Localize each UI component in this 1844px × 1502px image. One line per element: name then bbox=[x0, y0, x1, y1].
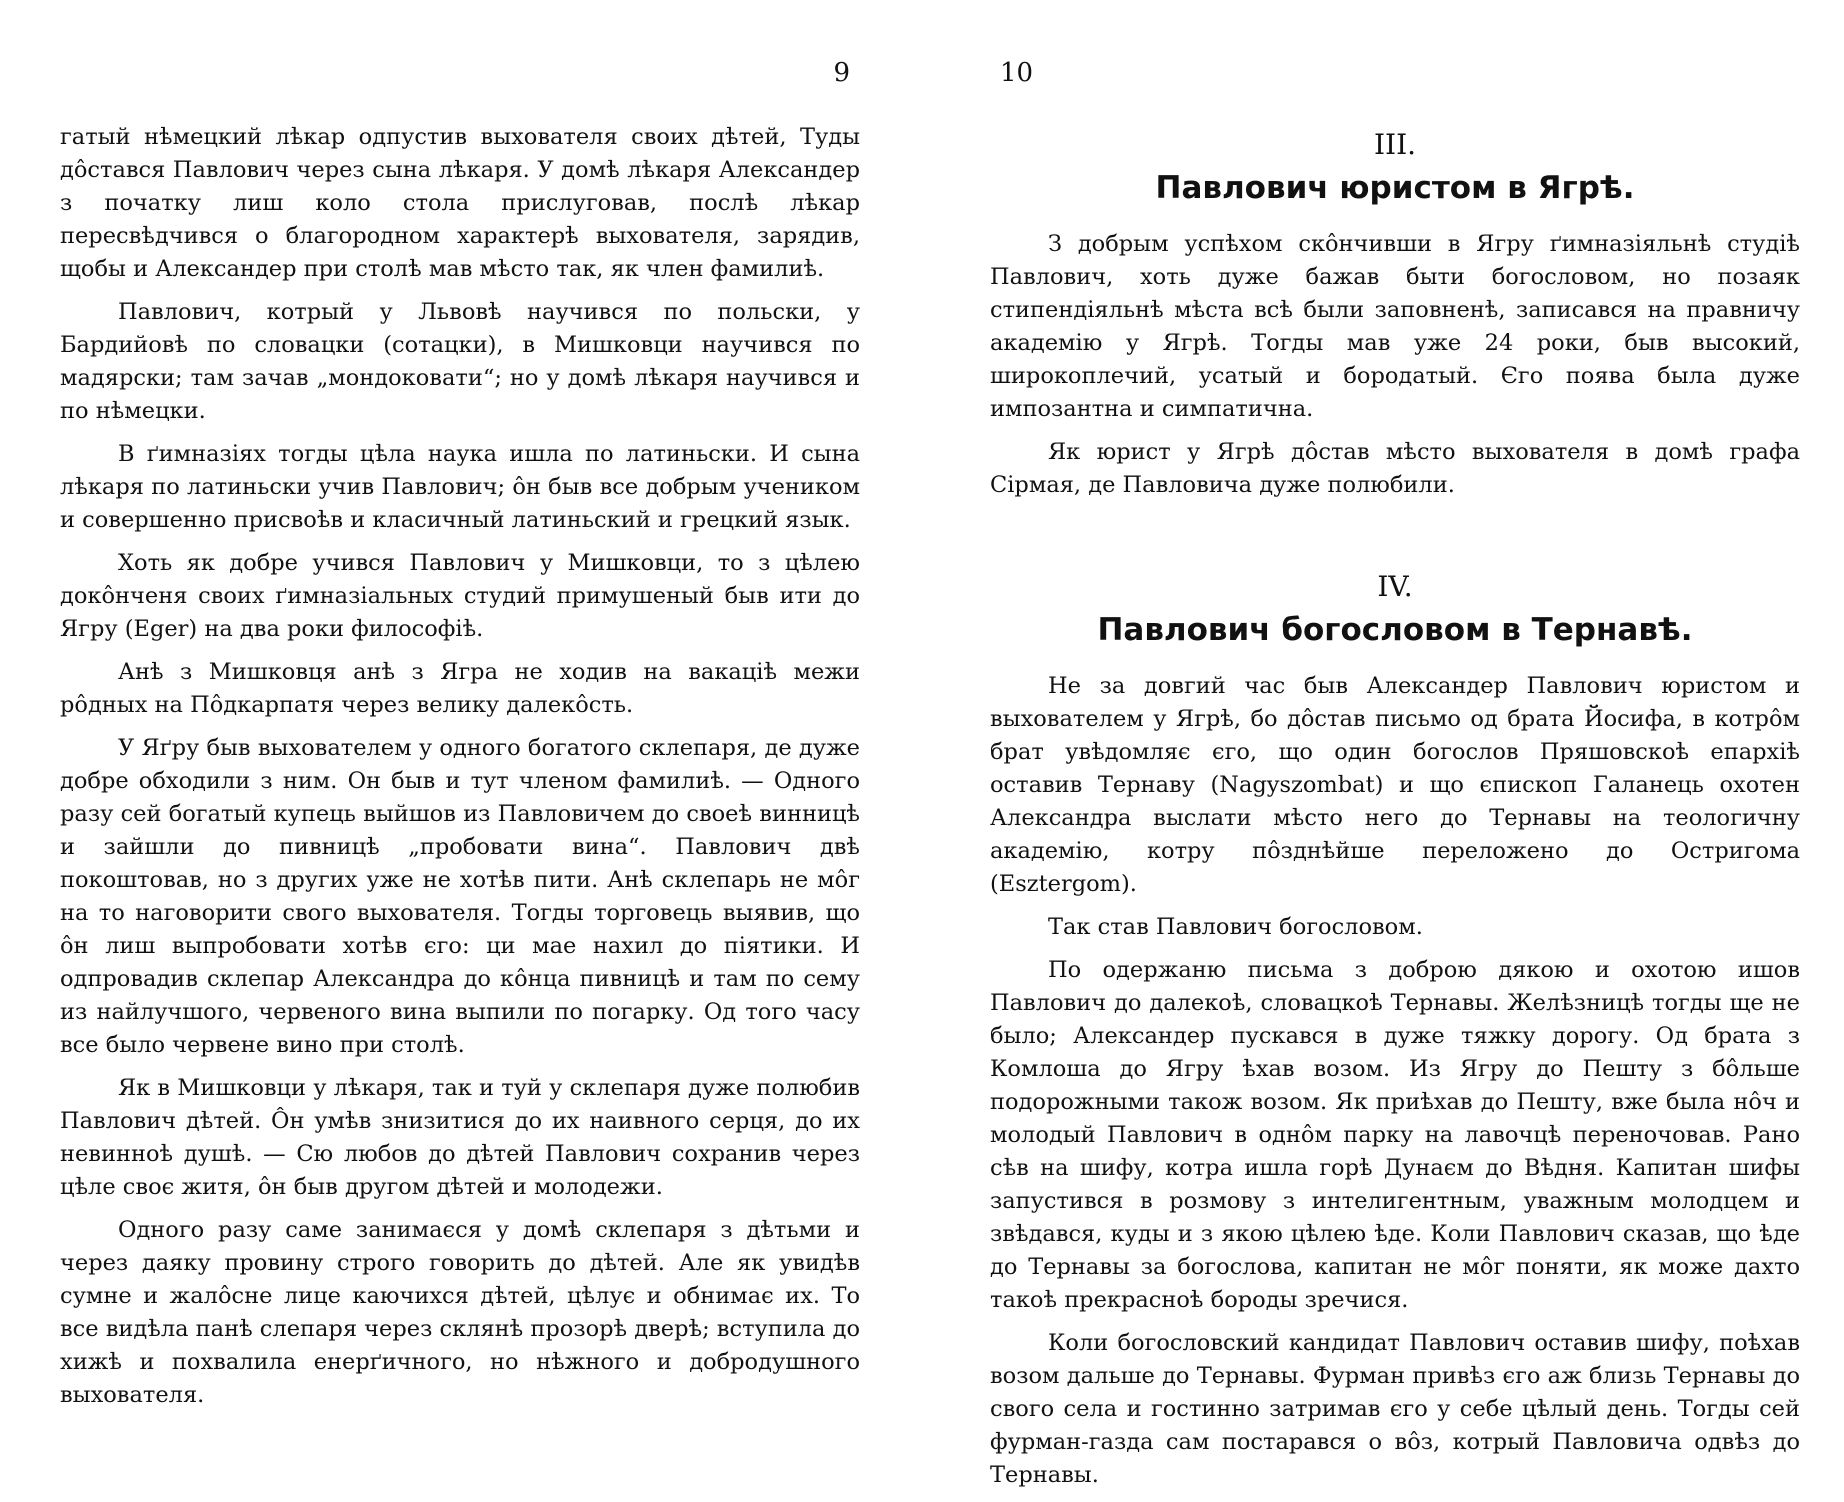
paragraph: З добрым успѣхом скôнчивши в Ягру ґимназiяльнѣ студiѣ Павлович, хоть дуже бажав быти богословом, но позаяк стипендiяльнѣ мѣста всѣ были заповненѣ, записався на правничу академiю у Ягрѣ. Тогды мав уже 24 роки, быв высокий, широкоплечий, усатый и бородатый. Єго поява была дуже импозантна и симпатична. bbox=[990, 231, 1800, 422]
page-number-right: 10 bbox=[1000, 58, 1034, 88]
right-page bbox=[990, 0, 1800, 1500]
page-number-left: 9 bbox=[833, 58, 850, 88]
paragraph: Хоть як добре учився Павлович у Мишковци, то з цѣлею докôнченя своих ґимназiальных студий примушеный быв ити до Ягру (Eger) на два роки философiѣ. bbox=[60, 550, 860, 642]
left-page-body bbox=[60, 121, 860, 1422]
chapter-4-body bbox=[990, 670, 1800, 1502]
paragraph: Павлович, котрый у Львовѣ научився по польски, у Бардийовѣ по словацки (сотацки), в Мишковци научився по мадярски; там зачав „мондоковати“; но у домѣ лѣкаря научився и по нѣмецки. bbox=[60, 299, 860, 424]
paragraph: Так став Павлович богословом. bbox=[1048, 914, 1423, 940]
paragraph: Як юрист у Ягрѣ дôстав мѣсто выхователя в домѣ графа Сiрмая, де Павловича дуже полюбили. bbox=[990, 439, 1800, 498]
chapter-3-body bbox=[990, 228, 1800, 512]
left-page bbox=[60, 0, 860, 1500]
paragraph: Одного разу саме занимаєся у домѣ склепаря з дѣтьми и через даяку провину строго говорить до дѣтей. Але як увидѣв сумне и жалôсне лице каючихся дѣтей, цѣлує и обнимає их. То все видѣла панѣ слепаря через склянѣ прозорѣ дверѣ; вступила до хижѣ и похвалила енерґичного, но нѣжного и добродушного выхователя. bbox=[60, 1217, 861, 1408]
chapter-title: Павлович юристом в Ягрѣ. bbox=[1155, 170, 1635, 206]
paragraph: Коли богословский кандидат Павлович оставив шифу, поѣхав возом дальше до Тернавы. Фурман привѣз єго аж близь Тернавы до свого села и гостинно затримав єго у себе цѣлый день. Тогды сей фурман-газда сам постарався о вôз, котрый Павловича одвѣз до Тернавы. bbox=[990, 1330, 1800, 1488]
paragraph: Анѣ з Мишковця анѣ з Ягра не ходив на вакацiѣ межи рôдных на Пôдкарпатя через велику далекôсть. bbox=[60, 659, 860, 718]
paragraph: Як в Мишковци у лѣкаря, так и туй у склепаря дуже полюбив Павлович дѣтей. Ôн умѣв знизитися до их наивного серця, до их невинноѣ душѣ. — Сю любов до дѣтей Павлович сохранив через цѣле своє житя, ôн быв другом дѣтей и молодежи. bbox=[60, 1075, 860, 1200]
chapter-number: IV. bbox=[1377, 570, 1413, 603]
paragraph: Не за довгий час быв Александер Павлович юристом и выхователем у Ягрѣ, бо дôстав письмо од брата Йосифа, в котрôм брат увѣдомляє єго, що один богослов Пряшовскоѣ епархiѣ оставив Тернаву (Nagyszombat) и що єпископ Галанець охотен Александра выслати мѣсто него до Тернавы на теологичну академiю, котру пôзднѣйше переложено до Остригома (Esztergom). bbox=[990, 673, 1800, 897]
chapter-3-heading bbox=[990, 128, 1800, 208]
paragraph: По одержаню письма з доброю дякою и охотою ишов Павлович до далекоѣ, словацкоѣ Тернавы. Желѣзницѣ тогды ще не было; Александер пускався в дуже тяжку дорогу. Од брата з Комлоша до Ягру ѣхав возом. Из Ягру до Пешту з бôльше подорожными також возом. Як приѣхав до Пешту, вже была нôч и молодый Павлович в однôм парку на лавочцѣ переночовав. Рано сѣв на шифу, котра ишла горѣ Дунаєм до Вѣдня. Капитан шифы запустився в розмову з интелигентным, уважным молодцем и звѣдався, куды и з якою цѣлею ѣде. Коли Павлович сказав, що ѣде до Тернавы за богослова, капитан не мôг поняти, як може дахто такоѣ прекрасноѣ бороды зречися. bbox=[990, 957, 1800, 1313]
chapter-number: III. bbox=[1373, 128, 1417, 161]
paragraph: У Яґру быв выхователем у одного богатого склепаря, де дуже добре обходили з ним. Он быв и тут членом фамилиѣ. — Одного разу сей богатый купець выйшов из Павловичем до своеѣ винницѣ и зайшли до пивницѣ „пробовати вина“. Павлович двѣ покоштовав, но з других уже не хотѣв пити. Анѣ склепарь не мôг на то наговорити свого выхователя. Тогды торговець выявив, що ôн лиш выпробовати хотѣв єго: ци мае нахил до пiятики. И одпровадив склепар Александра до кôнца пивницѣ и там по сему из найлучшого, червеного вина выпили по погарку. Од того часу все было червене вино при столѣ. bbox=[60, 735, 860, 1058]
chapter-4-heading bbox=[990, 570, 1800, 650]
paragraph: гатый нѣмецкий лѣкар одпустив выхователя своих дѣтей, Туды дôстався Павлович через сына лѣкаря. У домѣ лѣкаря Александер з початку лиш коло стола прислуговав, послѣ лѣкар пересвѣдчився о благородном характерѣ выхователя, зарядив, щобы и Александер при столѣ мав мѣсто так, як член фамилиѣ. bbox=[60, 124, 860, 282]
paragraph: В ґимназiях тогды цѣла наука ишла по латиньски. И сына лѣкаря по латиньски учив Павлович; ôн быв все добрым учеником и совершенно присвоѣв и класичный латиньский и грецкий язык. bbox=[60, 441, 860, 533]
chapter-title: Павлович богословом в Тернавѣ. bbox=[1097, 612, 1693, 648]
